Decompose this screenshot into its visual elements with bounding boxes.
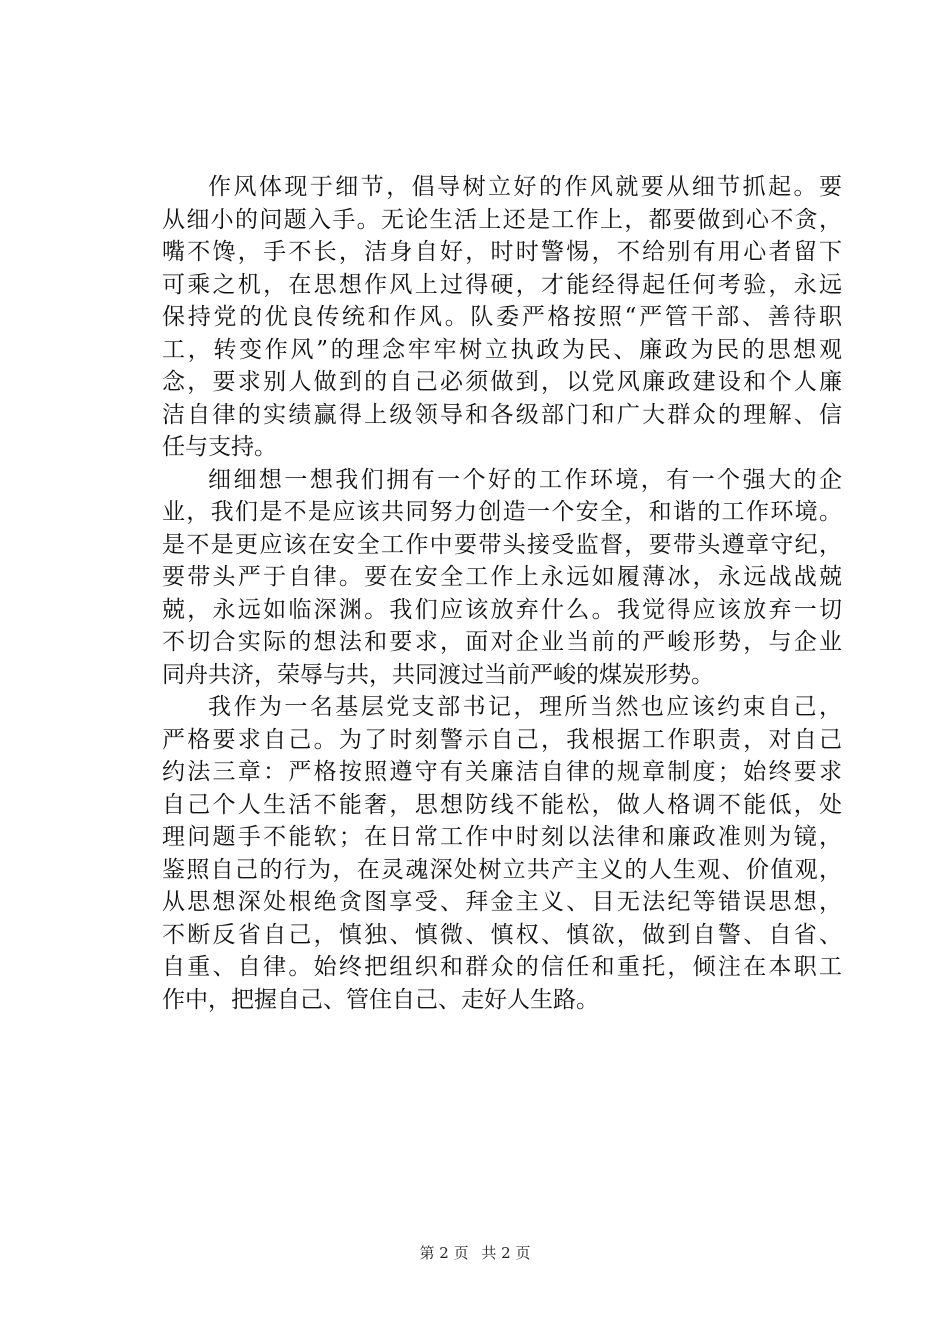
text-line: 是不是更应该在安全工作中要带头接受监督，要带头遵章守纪，: [162, 531, 842, 558]
text-line: 嘴不馋，手不长，洁身自好，时时警惕，不给别有用心者留下: [162, 239, 842, 265]
text-line: 业，我们是不是应该共同努力创造一个安全，和谐的工作环境。: [162, 499, 842, 525]
text-line: 同舟共济，荣辱与共，共同渡过当前严峻的煤炭形势。: [162, 661, 714, 688]
text-line: 作中，把握自己、管住自己、走好人生路。: [162, 986, 599, 1013]
paragraph-1: [162, 171, 842, 464]
text-line: 细细想一想我们拥有一个好的工作环境，有一个强大的企: [208, 466, 842, 493]
text-line: 兢，永远如临深渊。我们应该放弃什么。我觉得应该放弃一切: [162, 596, 842, 623]
text-line: 可乘之机，在思想作风上过得硬，才能经得起任何考验，永远: [162, 271, 842, 298]
text-line: 自己个人生活不能奢，思想防线不能松，做人格调不能低，处: [162, 791, 842, 818]
text-line: 保持党的优良传统和作风。队委严格按照“严管干部、善待职: [162, 304, 842, 330]
text-line: 我作为一名基层党支部书记，理所当然也应该约束自己，: [208, 694, 842, 720]
paragraph-2: [162, 464, 842, 692]
paragraph-3: [162, 691, 842, 1016]
document-body: [162, 171, 842, 1016]
text-line: 从细小的问题入手。无论生活上还是工作上，都要做到心不贪，: [162, 206, 842, 233]
text-line: 洁自律的实绩赢得上级领导和各级部门和广大群众的理解、信: [162, 401, 842, 428]
page-number: 第 2 页: [419, 1244, 469, 1262]
text-line: 工，转变作风”的理念牢牢树立执政为民、廉政为民的思想观: [162, 336, 842, 363]
text-line: 不断反省自己，慎独、慎微、慎权、慎欲，做到自警、自省、: [162, 921, 842, 948]
text-line: 鉴照自己的行为，在灵魂深处树立共产主义的人生观、价值观，: [162, 856, 842, 883]
text-line: 念，要求别人做到的自己必须做到，以党风廉政建设和个人廉: [162, 369, 842, 395]
text-line: 严格要求自己。为了时刻警示自己，我根据工作职责，对自己: [162, 726, 842, 753]
text-line: 要带头严于自律。要在安全工作上永远如履薄冰，永远战战兢: [162, 564, 842, 590]
page-footer: [0, 1243, 950, 1263]
text-line: 约法三章：严格按照遵守有关廉洁自律的规章制度；始终要求: [162, 759, 842, 785]
text-line: 不切合实际的想法和要求，面对企业当前的严峻形势，与企业: [162, 629, 842, 655]
text-line: 理问题手不能软；在日常工作中时刻以法律和廉政准则为镜，: [162, 824, 842, 850]
text-line: 作风体现于细节，倡导树立好的作风就要从细节抓起。要: [208, 174, 842, 200]
page-total: 共 2 页: [481, 1244, 531, 1262]
text-line: 自重、自律。始终把组织和群众的信任和重托，倾注在本职工: [162, 954, 842, 980]
text-line: 任与支持。: [162, 434, 277, 460]
text-line: 从思想深处根绝贪图享受、拜金主义、目无法纪等错误思想，: [162, 889, 842, 915]
